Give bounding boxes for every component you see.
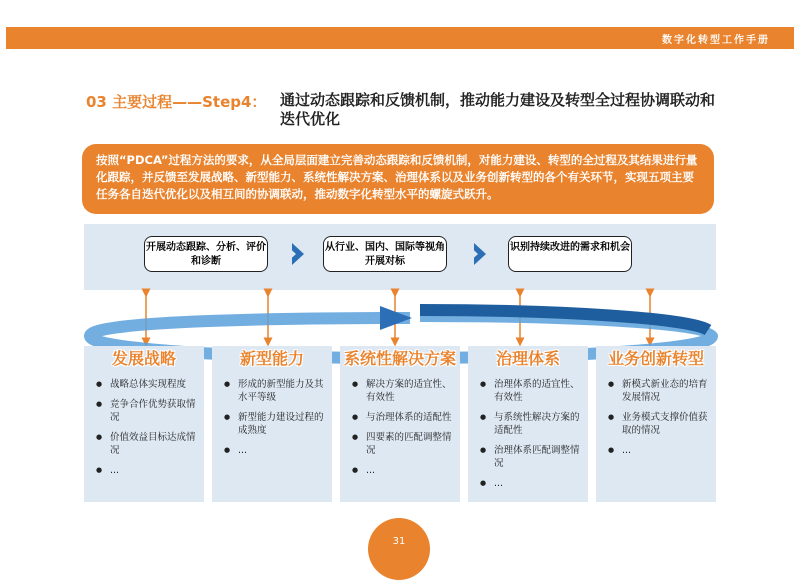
page-number: 31: [392, 536, 406, 547]
column-list: [224, 378, 326, 464]
list-item: ● 治理体系匹配调整情况: [480, 444, 582, 470]
step-box-1: 开展动态跟踪、分析、评价和诊断: [144, 236, 268, 272]
list-item: ● 形成的新型能力及其水平等级: [224, 378, 326, 404]
list-item: ● 解决方案的适宜性、有效性: [352, 378, 454, 404]
column-title: 业务创新转型: [607, 349, 704, 368]
intro-box: 按照“PDCA”过程方法的要求，从全局层面建立完善动态跟踪和反馈机制，对能力建设、转型的全过程及其结果进行量化跟踪，并反馈至发展战略、新型能力、系统性解决方案、治理体系以及业务创新转型的各个有关环节，实现五项主要任务各自迭代优化以及相互间的协调联动，推动数字化转型水平的螺旋式跃升。: [82, 144, 714, 214]
column-list: [96, 378, 198, 484]
list-item: ● 治理体系的适宜性、有效性: [480, 378, 582, 404]
step-box-3: 识别持续改进的需求和机会: [508, 236, 632, 272]
list-item: ● 竞争合作优势获取情况: [96, 398, 198, 424]
column-list: [480, 378, 582, 497]
column-business: [596, 346, 716, 502]
column-title: 系统性解决方案: [343, 349, 456, 368]
column-list: [608, 378, 710, 464]
list-item: ● ...: [608, 444, 710, 457]
list-item: ● ...: [480, 477, 582, 490]
column-solution: [340, 346, 460, 502]
list-item: ● 四要素的匹配调整情况: [352, 431, 454, 457]
column-list: [352, 378, 454, 484]
column-title: 发展战略: [111, 349, 176, 368]
column-governance: [468, 346, 588, 502]
list-item: ● 战略总体实现程度: [96, 378, 198, 391]
column-title: 新型能力: [239, 349, 304, 368]
column-strategy: [84, 346, 204, 502]
column-capability: [212, 346, 332, 502]
list-item: ● ...: [224, 444, 326, 457]
section-number: 03 主要过程——Step4：: [86, 93, 267, 111]
list-item: ● ...: [352, 464, 454, 477]
section-title: 通过动态跟踪和反馈机制，推动能力建设及转型全过程协调联动和迭代优化: [280, 91, 716, 128]
list-item: ● 新型能力建设过程的成熟度: [224, 411, 326, 437]
list-item: ● 价值效益目标达成情况: [96, 431, 198, 457]
list-item: ● 与系统性解决方案的适配性: [480, 411, 582, 437]
step-box-2: 从行业、国内、国际等视角开展对标: [323, 236, 447, 272]
list-item: ● ...: [96, 464, 198, 477]
list-item: ● 新模式新业态的培育发展情况: [608, 378, 710, 404]
column-title: 治理体系: [495, 349, 560, 368]
list-item: ● 与治理体系的适配性: [352, 411, 454, 424]
page-number-badge: [368, 518, 430, 580]
header-title: 数字化转型工作手册: [662, 35, 770, 46]
list-item: ● 业务模式支撑价值获取的情况: [608, 411, 710, 437]
